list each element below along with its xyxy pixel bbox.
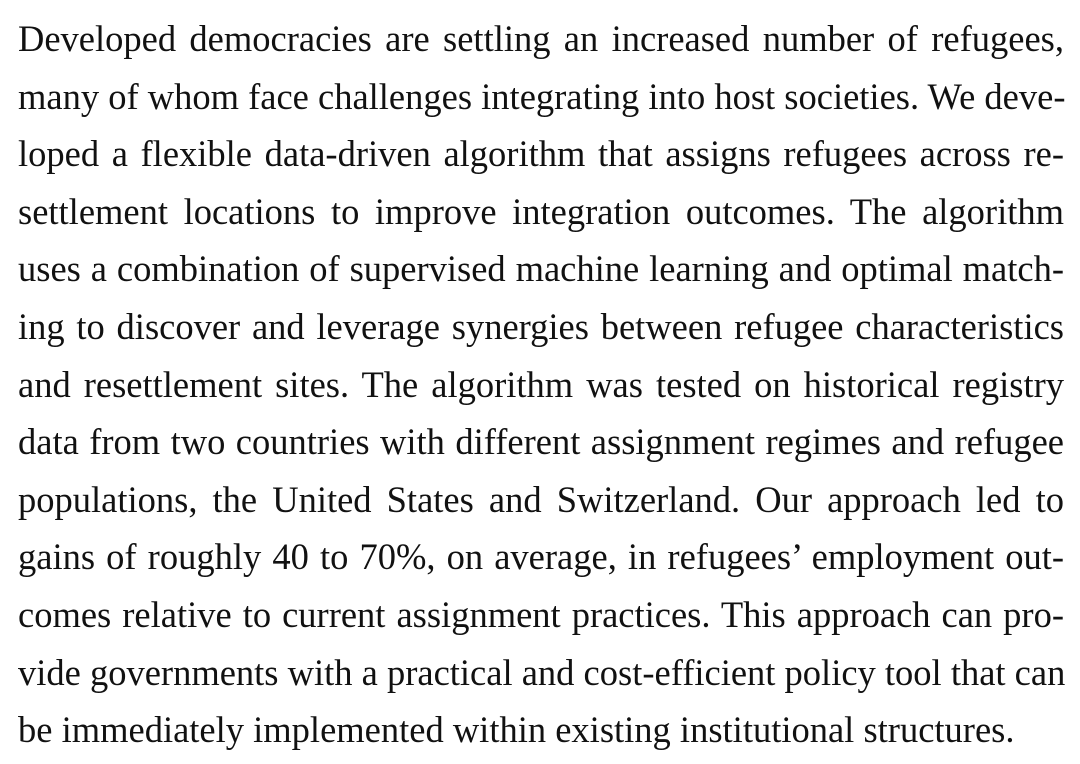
abstract-line: gains of roughly 40 to 70%, on average, in refugees’ employment out- [18,536,1064,578]
abstract-line: and resettlement sites. The algorithm was tested on historical registry [18,363,1064,405]
abstract-line: be immediately implemented within existing institutional structures. [18,709,1015,751]
abstract-line: ing to discover and leverage synergies between refugee characteristics [18,305,1064,347]
abstract-line: data from two countries with different assignment regimes and refugee [18,421,1064,463]
abstract-line: vide governments with a practical and cost-efficient policy tool that can [18,651,1066,693]
abstract-line: Developed democracies are settling an increased number of refugees, [18,18,1064,59]
abstract-line: uses a combination of supervised machine learning and optimal match- [18,248,1064,290]
abstract-line: settlement locations to improve integration outcomes. The algorithm [18,190,1064,232]
abstract-line: many of whom face challenges integrating into host societies. We deve- [18,75,1066,117]
abstract-paragraph [18,10,1064,759]
abstract-line: loped a flexible data-driven algorithm that assigns refugees across re- [18,133,1064,175]
abstract-line: populations, the United States and Switzerland. Our approach led to [18,478,1064,520]
abstract-line: comes relative to current assignment practices. This approach can pro- [18,593,1064,635]
